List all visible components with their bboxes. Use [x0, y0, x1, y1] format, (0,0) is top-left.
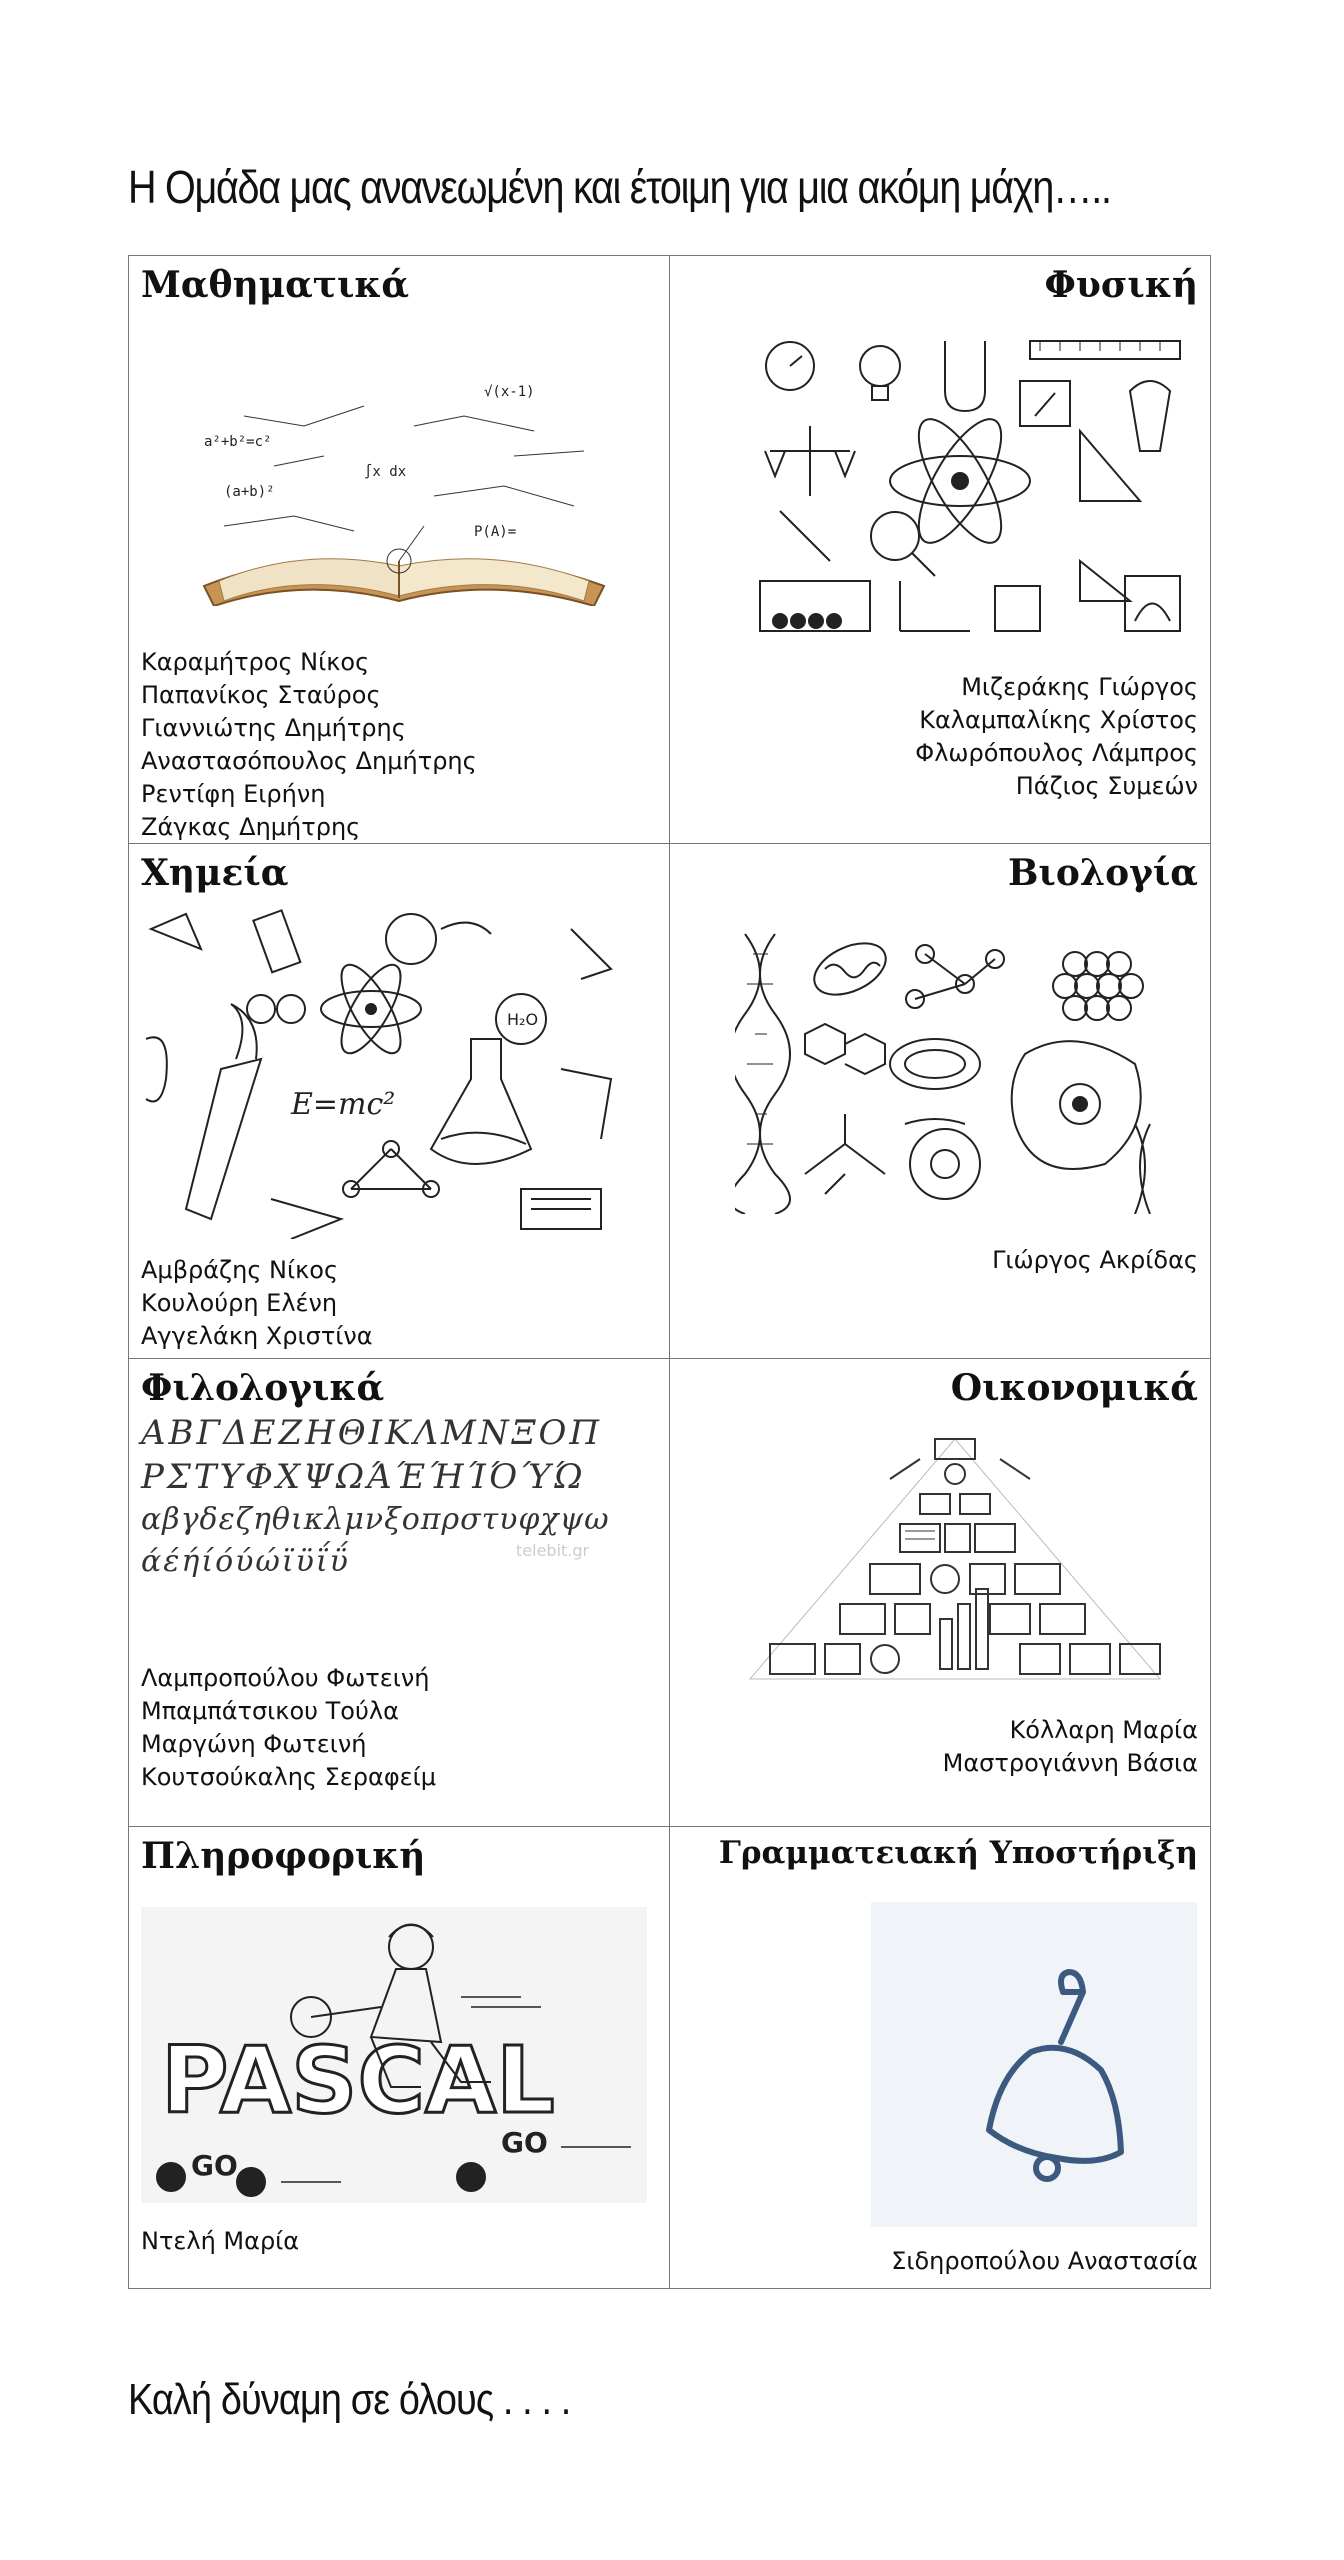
member-list	[943, 1714, 1198, 1780]
table-row	[129, 256, 1211, 844]
section-physics	[670, 256, 1211, 844]
alphabet-line: ΡΣΤΥΦΧΨΩΆΈΉΊΌΎΏ	[141, 1457, 586, 1497]
member-name: Καλαμπαλίκης Χρίστος	[919, 706, 1198, 734]
economics-illustration	[730, 1419, 1180, 1699]
section-heading: Βιολογία	[1007, 852, 1198, 894]
member-name: Αμβράζης Νίκος	[141, 1256, 339, 1284]
member-name: Ρεντίφη Ειρήνη	[141, 780, 326, 808]
physics-illustration	[750, 331, 1190, 641]
table-row	[129, 1827, 1211, 2289]
section-math	[129, 256, 670, 844]
section-secretariat	[670, 1827, 1211, 2289]
math-book-image	[184, 356, 624, 606]
member-list	[141, 2225, 299, 2258]
alphabet-line: ΑΒΓΔΕΖΗΘΙΚΛΜΝΞΟΠ	[141, 1413, 603, 1453]
member-name: Μαργώνη Φωτεινή	[141, 1730, 367, 1758]
section-philology	[129, 1359, 670, 1827]
member-name: Μαστρογιάννη Βάσια	[942, 1749, 1198, 1777]
closing-message: Καλή δύναμη σε όλους . . . .	[128, 2375, 571, 2424]
watermark: telebit.gr	[516, 1541, 590, 1560]
member-name: Κόλλαρη Μαρία	[1009, 1716, 1198, 1744]
member-name: Φλωρόπουλος Λάμπρος	[915, 739, 1198, 767]
bell-icon	[871, 1902, 1197, 2227]
member-name: Μιζεράκης Γιώργος	[961, 673, 1198, 701]
pascal-word: PASCAL	[161, 2027, 555, 2134]
section-heading: Γραμματειακή Υποστήριξη	[718, 1835, 1198, 1871]
member-name: Κουτσούκαλης Σεραφείμ	[141, 1763, 437, 1791]
section-biology	[670, 844, 1211, 1359]
section-heading: Μαθηματικά	[141, 264, 410, 306]
biology-illustration	[735, 924, 1165, 1214]
section-economics	[670, 1359, 1211, 1827]
chem-formula: E=mc²	[291, 1087, 396, 1122]
section-heading: Φιλολογικά	[141, 1367, 385, 1409]
member-name: Αγγελάκη Χριστίνα	[141, 1322, 373, 1350]
formula-text: a²+b²=c²	[204, 434, 272, 450]
member-list	[915, 671, 1198, 803]
alphabet-line: αβγδεζηθικλμνξοπρστυφχψω	[141, 1502, 610, 1537]
formula-text: P(A)=	[474, 524, 517, 540]
member-list	[141, 1254, 373, 1353]
member-name: Πάζιος Συμεών	[1015, 772, 1198, 800]
member-name: Γιαννιώτης Δημήτρης	[141, 714, 406, 742]
section-heading: Χημεία	[141, 852, 289, 894]
member-name: Παπανίκος Σταύρος	[141, 681, 381, 709]
member-name: Κουλούρη Ελένη	[141, 1289, 338, 1317]
table-row	[129, 844, 1211, 1359]
formula-text: √(x-1)	[484, 384, 535, 400]
pascal-illustration	[141, 1907, 647, 2203]
member-name: Καραμήτρος Νίκος	[141, 648, 370, 676]
section-heading: Φυσική	[1044, 264, 1198, 306]
table-row	[129, 1359, 1211, 1827]
alphabet-line: άέήίόύώϊϋΐΰ	[141, 1544, 350, 1579]
departments-table	[128, 255, 1211, 2289]
member-name: Λαμπροπούλου Φωτεινή	[141, 1664, 430, 1692]
chem-h2o-label: H₂O	[507, 1010, 539, 1029]
formula-text: ∫x dx	[364, 464, 407, 480]
member-list	[992, 1244, 1198, 1277]
member-list	[141, 1662, 436, 1794]
section-chemistry	[129, 844, 670, 1359]
chemistry-illustration	[141, 909, 621, 1239]
section-informatics	[129, 1827, 670, 2289]
member-name: Γιώργος Ακρίδας	[992, 1246, 1198, 1274]
pascal-go: GO	[501, 2126, 548, 2159]
pascal-go: GO	[191, 2149, 238, 2182]
formula-text: (a+b)²	[224, 484, 275, 500]
page-title: Η Ομάδα μας ανανεωμένη και έτοιμη για μια ακόμη μάχη…..	[128, 161, 1111, 213]
greek-alphabet-image	[141, 1411, 641, 1583]
member-name: Αναστασόπουλος Δημήτρης	[141, 747, 477, 775]
member-name: Μπαμπάτσικου Τούλα	[141, 1697, 399, 1725]
member-list	[891, 2245, 1198, 2278]
member-name: Σιδηροπούλου Αναστασία	[891, 2247, 1198, 2275]
section-heading: Οικονομικά	[950, 1367, 1198, 1409]
section-heading: Πληροφορική	[141, 1835, 426, 1877]
member-list	[141, 646, 477, 844]
member-name: Ζάγκας Δημήτρης	[141, 813, 361, 841]
member-name: Ντελή Μαρία	[141, 2227, 300, 2255]
